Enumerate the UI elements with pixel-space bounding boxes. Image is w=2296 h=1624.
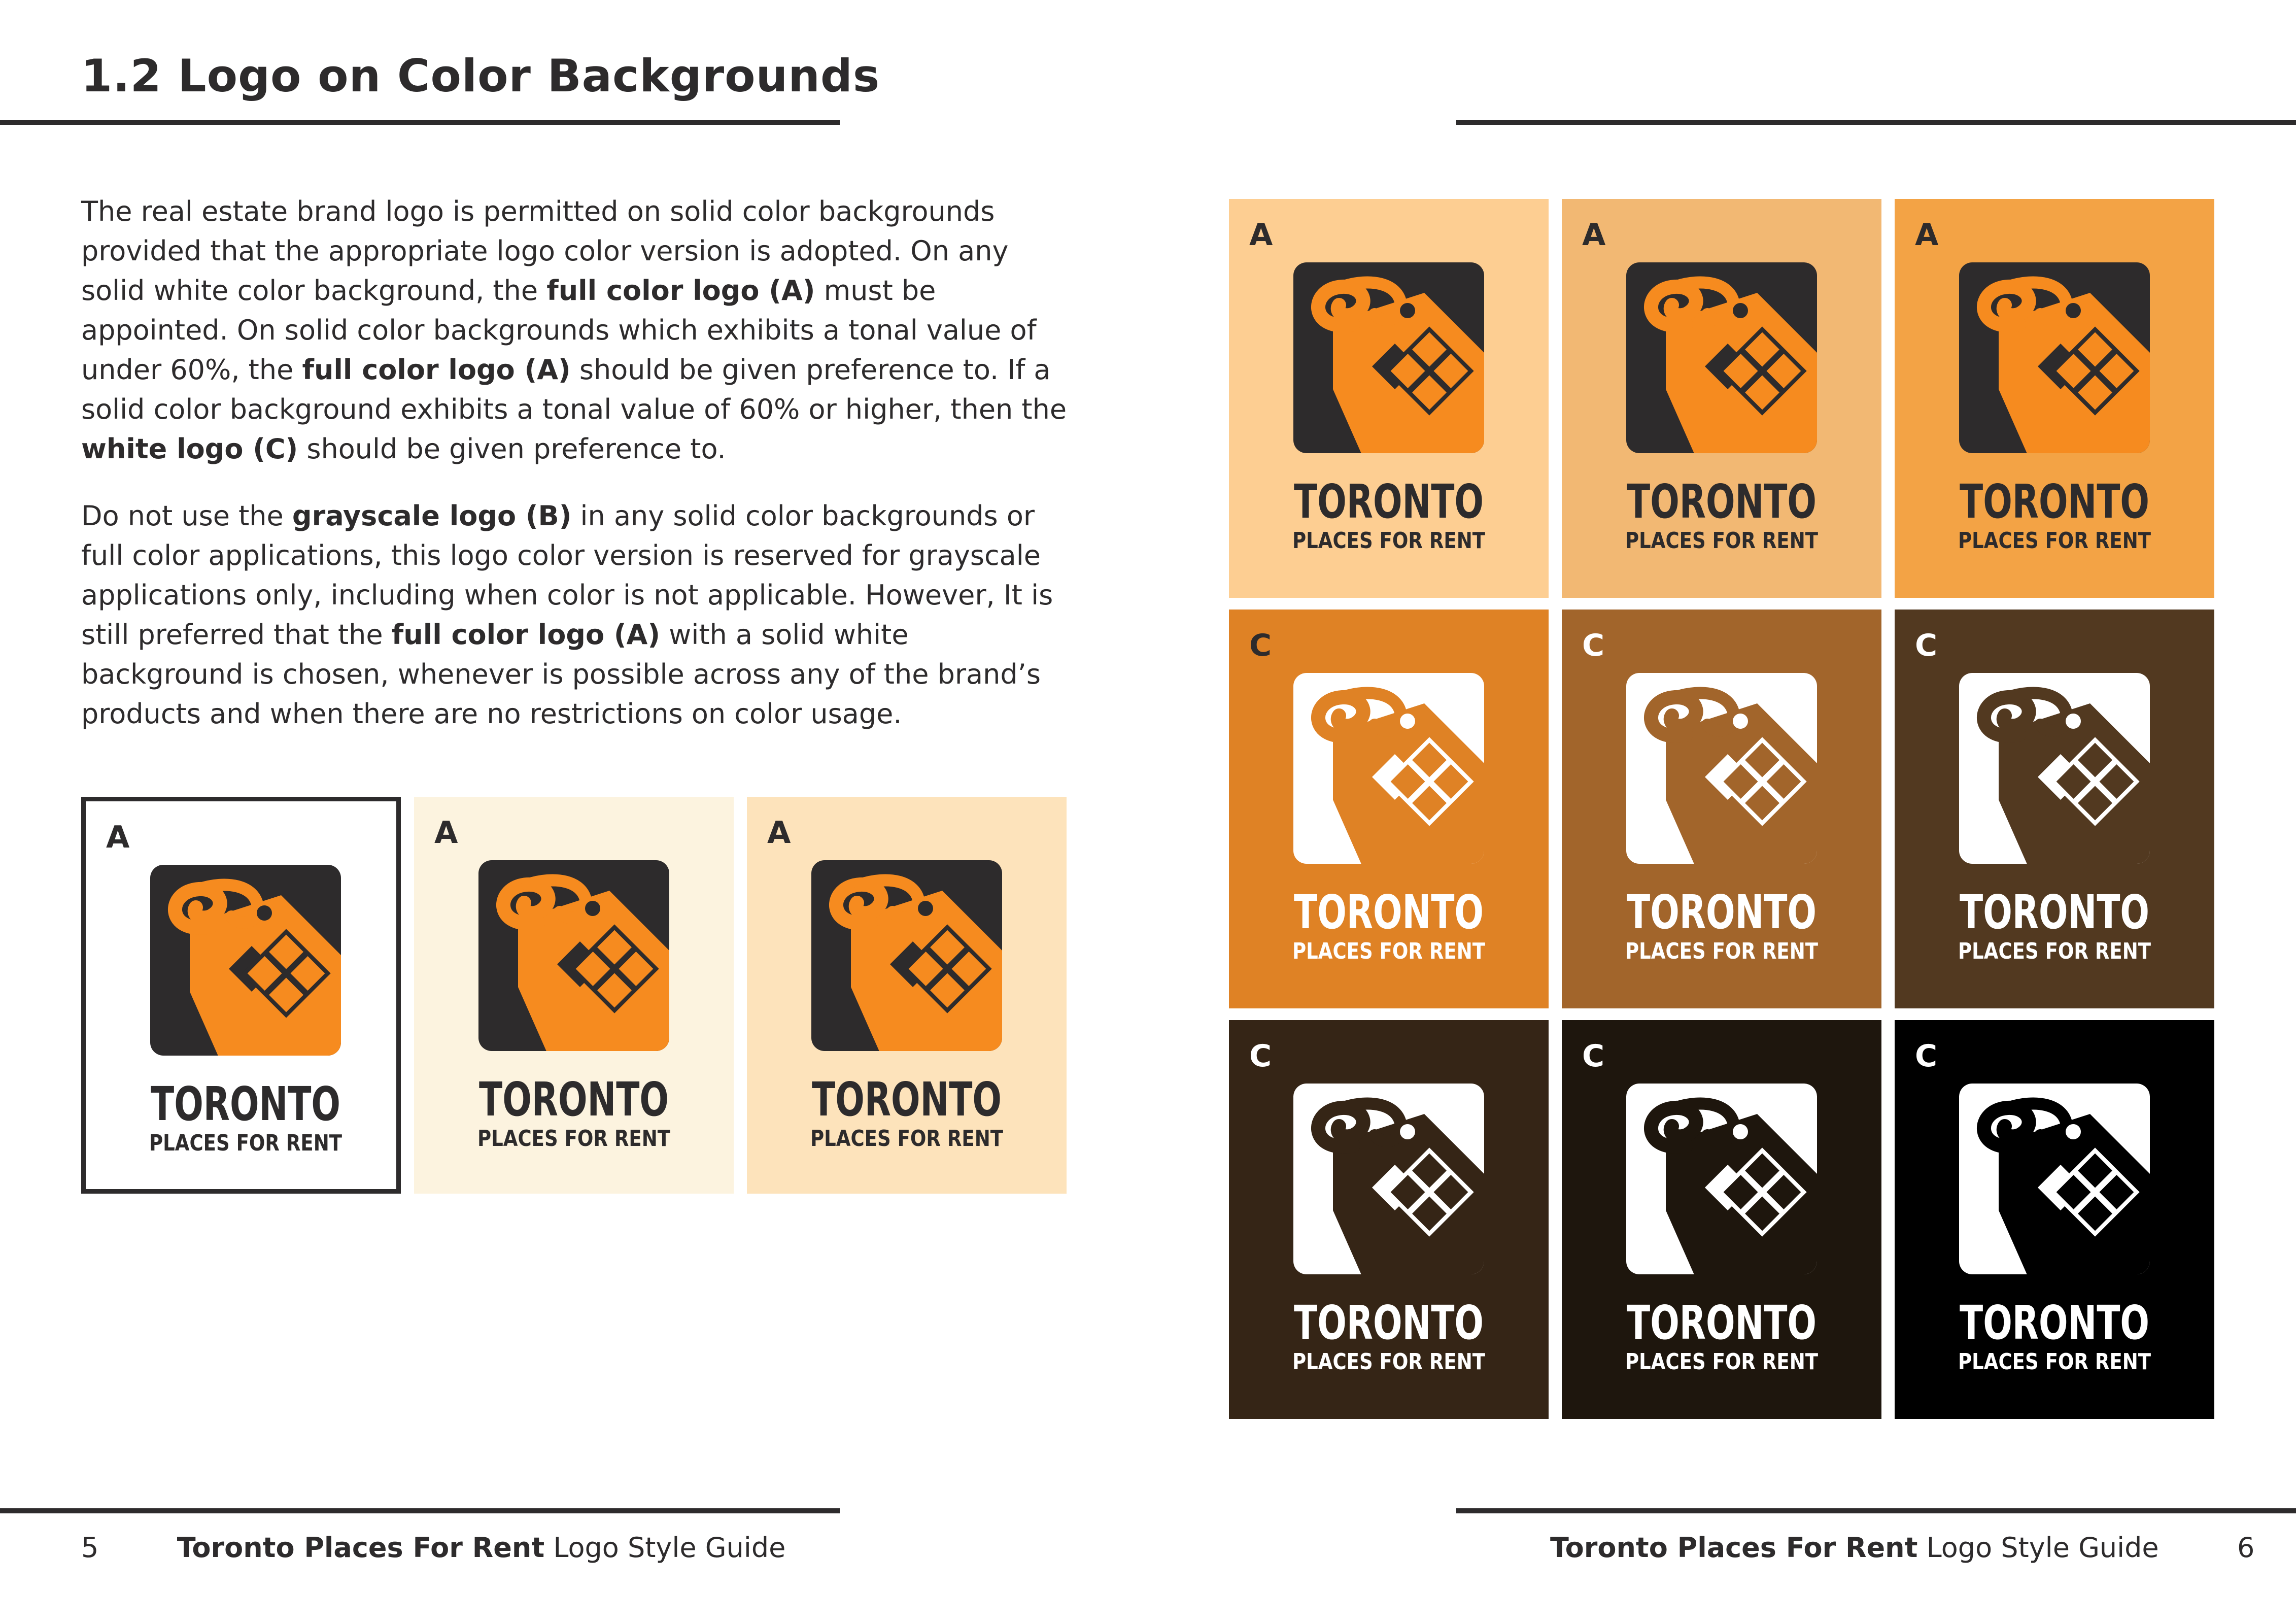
header-rule-left (0, 120, 840, 125)
toronto-logo (1562, 1020, 1881, 1419)
logo-swatch-right-6 (1895, 610, 2214, 1008)
logo-tagline: PLACES FOR RENT (1625, 528, 1818, 554)
variant-letter: A (106, 820, 130, 855)
logo-tagline: PLACES FOR RENT (1292, 938, 1485, 964)
page-number-left: 5 (81, 1532, 99, 1564)
toronto-logo (747, 797, 1067, 1194)
footer-rule-right (1456, 1508, 2296, 1513)
intro-paragraph-1: The real estate brand logo is permitted on solid color backgrounds provided that the appropriate logo color version is adopted. On any solid white color background, the full color logo (A) must be appointed. On solid color backgrounds which exhibits a tonal value of under 60%, the full color logo (A) should be given preference to. If a solid color background exhibits a tonal value of 60% or higher, then the white logo (C) should be given preference to. (81, 195, 1067, 465)
variant-letter: C (1582, 1038, 1605, 1074)
logo-swatch-right-4 (1229, 610, 1549, 1008)
logo-tagline: PLACES FOR RENT (1958, 938, 2151, 964)
logo-tagline: PLACES FOR RENT (1292, 1349, 1485, 1375)
intro-paragraph-2: Do not use the grayscale logo (B) in any solid color backgrounds or full color applications, this logo color version is reserved for grayscale applications only, including when color is not applicable. However, It is still preferred that the full color logo (A) with a solid white background is chosen, whenever is possible across any of the brand’s products and when there are no restrictions on color usage. (81, 500, 1053, 730)
toronto-logo (1229, 610, 1549, 1008)
logo-wordmark: TORONTO (1960, 885, 2149, 939)
toronto-logo (1562, 610, 1881, 1008)
logo-swatch-right-7 (1229, 1020, 1549, 1419)
footer-guide-left: Logo Style Guide (553, 1532, 786, 1564)
logo-wordmark: TORONTO (1627, 885, 1817, 939)
variant-letter: A (434, 815, 458, 851)
logo-wordmark: TORONTO (1294, 1296, 1484, 1350)
footer-right (1550, 1532, 2254, 1564)
logo-mark-icon (1959, 1084, 2172, 1307)
logo-swatch-left-3 (747, 797, 1067, 1194)
logo-tagline: PLACES FOR RENT (477, 1126, 670, 1152)
variant-letter: C (1582, 628, 1605, 663)
footer-brand-right: Toronto Places For Rent (1550, 1532, 1918, 1564)
logo-swatch-right-2 (1562, 199, 1881, 598)
variant-letter: A (1915, 217, 1939, 253)
toronto-logo (1895, 199, 2214, 598)
toronto-logo (1562, 199, 1881, 598)
logo-mark-icon (811, 860, 1024, 1084)
logo-mark-icon (1293, 262, 1506, 486)
logo-wordmark: TORONTO (1294, 885, 1484, 939)
intro-text (81, 192, 1071, 761)
logo-wordmark: TORONTO (1627, 475, 1817, 529)
logo-swatch-left-1 (81, 797, 401, 1194)
logo-mark-icon (1626, 1084, 1839, 1307)
logo-mark-icon (1293, 673, 1506, 896)
logo-mark-icon (150, 865, 363, 1088)
logo-tagline: PLACES FOR RENT (1958, 528, 2151, 554)
logo-wordmark: TORONTO (479, 1072, 669, 1127)
logo-wordmark: TORONTO (1627, 1296, 1817, 1350)
variant-letter: A (767, 815, 791, 851)
logo-tagline: PLACES FOR RENT (149, 1130, 342, 1156)
logo-mark-icon (1626, 262, 1839, 486)
variant-letter: C (1915, 1038, 1938, 1074)
variant-letter: A (1582, 217, 1606, 253)
page-title: 1.2 Logo on Color Backgrounds (81, 50, 880, 102)
toronto-logo (1895, 1020, 2214, 1419)
variant-letter: C (1249, 628, 1272, 663)
logo-mark-icon (478, 860, 692, 1084)
toronto-logo (1229, 199, 1549, 598)
logo-swatch-left-2 (414, 797, 734, 1194)
logo-tagline: PLACES FOR RENT (1625, 938, 1818, 964)
page-number-right: 6 (2237, 1532, 2255, 1564)
logo-tagline: PLACES FOR RENT (1625, 1349, 1818, 1375)
toronto-logo (1229, 1020, 1549, 1419)
logo-mark-icon (1959, 262, 2172, 486)
logo-tagline: PLACES FOR RENT (810, 1126, 1003, 1152)
toronto-logo (1895, 610, 2214, 1008)
logo-mark-icon (1626, 673, 1839, 896)
logo-wordmark: TORONTO (1960, 475, 2149, 529)
toronto-logo (86, 801, 401, 1194)
logo-mark-icon (1293, 1084, 1506, 1307)
footer-brand-left: Toronto Places For Rent (177, 1532, 545, 1564)
logo-swatch-right-9 (1895, 1020, 2214, 1419)
logo-wordmark: TORONTO (151, 1077, 340, 1131)
header-rule-right (1456, 120, 2296, 125)
logo-swatch-right-8 (1562, 1020, 1881, 1419)
logo-swatch-right-1 (1229, 199, 1549, 598)
logo-mark-icon (1959, 673, 2172, 896)
variant-letter: C (1915, 628, 1938, 663)
footer-rule-left (0, 1508, 840, 1513)
variant-letter: A (1249, 217, 1273, 253)
toronto-logo (414, 797, 734, 1194)
footer-left (81, 1532, 785, 1564)
logo-wordmark: TORONTO (812, 1072, 1002, 1127)
logo-swatch-right-5 (1562, 610, 1881, 1008)
logo-tagline: PLACES FOR RENT (1292, 528, 1485, 554)
logo-wordmark: TORONTO (1294, 475, 1484, 529)
logo-tagline: PLACES FOR RENT (1958, 1349, 2151, 1375)
variant-letter: C (1249, 1038, 1272, 1074)
logo-wordmark: TORONTO (1960, 1296, 2149, 1350)
footer-guide-right: Logo Style Guide (1926, 1532, 2159, 1564)
logo-swatch-right-3 (1895, 199, 2214, 598)
